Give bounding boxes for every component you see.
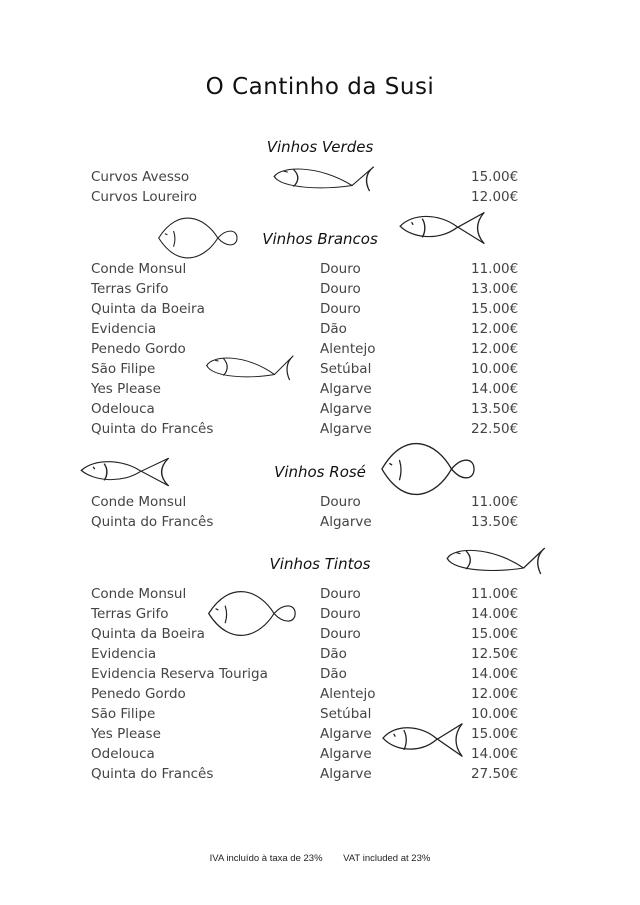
wine-row [91, 401, 561, 421]
wine-row [91, 361, 561, 381]
fish-icon [203, 352, 297, 382]
wine-price: 15.00€ [471, 626, 519, 642]
wine-name: Evidencia [91, 321, 157, 337]
wine-price: 14.00€ [471, 381, 519, 397]
wine-row [91, 514, 561, 534]
wine-row [91, 686, 561, 706]
tax-note [0, 853, 640, 864]
iva-note: IVA incluído à taxa de 23% [209, 853, 323, 864]
wine-row [91, 706, 561, 726]
wine-region: Dão [320, 646, 347, 662]
wine-price: 14.00€ [471, 666, 519, 682]
wine-region: Algarve [320, 746, 372, 762]
wine-region: Algarve [320, 766, 372, 782]
wine-name: São Filipe [91, 361, 156, 377]
wine-row [91, 381, 561, 401]
wine-name: Quinta do Francês [91, 766, 214, 782]
wine-price: 12.00€ [471, 686, 519, 702]
wine-name: Yes Please [91, 381, 161, 397]
wine-name: Evidencia Reserva Touriga [91, 666, 268, 682]
wine-name: Penedo Gordo [91, 686, 186, 702]
wine-region: Setúbal [320, 361, 372, 377]
fish-icon [205, 586, 297, 641]
wine-name: Evidencia [91, 646, 157, 662]
fish-icon [380, 721, 480, 759]
fish-icon [78, 456, 188, 488]
wine-region: Setúbal [320, 706, 372, 722]
wine-name: Quinta do Francês [91, 514, 214, 530]
wine-row [91, 746, 561, 766]
wine-region: Douro [320, 261, 361, 277]
wine-row [91, 421, 561, 441]
section-heading: Vinhos Tintos [269, 555, 371, 573]
wine-name: Odelouca [91, 746, 155, 762]
wine-price: 12.50€ [471, 646, 519, 662]
wine-price: 14.00€ [471, 746, 519, 762]
wine-name: Conde Monsul [91, 586, 187, 602]
wine-price: 13.50€ [471, 514, 519, 530]
menu-title: O Cantinho da Susi [205, 74, 435, 100]
wine-price: 11.00€ [471, 494, 519, 510]
wine-region: Dão [320, 321, 347, 337]
wine-region: Douro [320, 606, 361, 622]
wine-name: Yes Please [91, 726, 161, 742]
wine-name: Penedo Gordo [91, 341, 186, 357]
wine-row [91, 281, 561, 301]
wine-name: Terras Grifo [91, 606, 169, 622]
wine-name: Quinta da Boeira [91, 626, 205, 642]
fish-icon [155, 213, 239, 263]
wine-region: Douro [320, 281, 361, 297]
wine-price: 11.00€ [471, 586, 519, 602]
wine-price: 13.50€ [471, 401, 519, 417]
wine-region: Douro [320, 586, 361, 602]
fish-icon [443, 544, 549, 576]
vat-note: VAT included at 23% [343, 853, 431, 864]
wine-row [91, 261, 561, 281]
wine-row [91, 494, 561, 514]
wine-region: Alentejo [320, 341, 376, 357]
section-heading: Vinhos Verdes [266, 138, 374, 156]
wine-name: Curvos Loureiro [91, 189, 198, 205]
wine-price: 27.50€ [471, 766, 519, 782]
wine-region: Douro [320, 301, 361, 317]
wine-price: 10.00€ [471, 706, 519, 722]
wine-price: 12.00€ [471, 189, 519, 205]
wine-price: 14.00€ [471, 606, 519, 622]
wine-row [91, 321, 561, 341]
wine-price: 15.00€ [471, 169, 519, 185]
fish-icon [378, 437, 476, 501]
wine-region: Algarve [320, 726, 372, 742]
wine-price: 10.00€ [471, 361, 519, 377]
wine-region: Douro [320, 626, 361, 642]
wine-price: 12.00€ [471, 341, 519, 357]
wine-row [91, 626, 561, 646]
wine-name: Curvos Avesso [91, 169, 190, 185]
wine-row [91, 646, 561, 666]
wine-row [91, 726, 561, 746]
wine-name: Conde Monsul [91, 261, 187, 277]
wine-name: Quinta da Boeira [91, 301, 205, 317]
section-heading: Vinhos Rosé [274, 463, 366, 481]
wine-price: 13.00€ [471, 281, 519, 297]
wine-name: Odelouca [91, 401, 155, 417]
wine-name: Terras Grifo [91, 281, 169, 297]
wine-price: 22.50€ [471, 421, 519, 437]
wine-row [91, 666, 561, 686]
wine-region: Algarve [320, 421, 372, 437]
wine-price: 15.00€ [471, 301, 519, 317]
wine-name: Quinta do Francês [91, 421, 214, 437]
wine-row [91, 301, 561, 321]
wine-row [91, 341, 561, 361]
fish-icon [397, 210, 503, 246]
wine-name: Conde Monsul [91, 494, 187, 510]
section-heading: Vinhos Brancos [262, 230, 378, 248]
wine-region: Algarve [320, 401, 372, 417]
fish-icon [270, 163, 378, 193]
wine-region: Alentejo [320, 686, 376, 702]
wine-region: Algarve [320, 381, 372, 397]
wine-row [91, 766, 561, 786]
wine-name: São Filipe [91, 706, 156, 722]
wine-region: Dão [320, 666, 347, 682]
wine-price: 15.00€ [471, 726, 519, 742]
wine-region: Algarve [320, 514, 372, 530]
wine-row [91, 586, 561, 606]
wine-row [91, 606, 561, 626]
wine-price: 12.00€ [471, 321, 519, 337]
wine-region: Douro [320, 494, 361, 510]
wine-price: 11.00€ [471, 261, 519, 277]
